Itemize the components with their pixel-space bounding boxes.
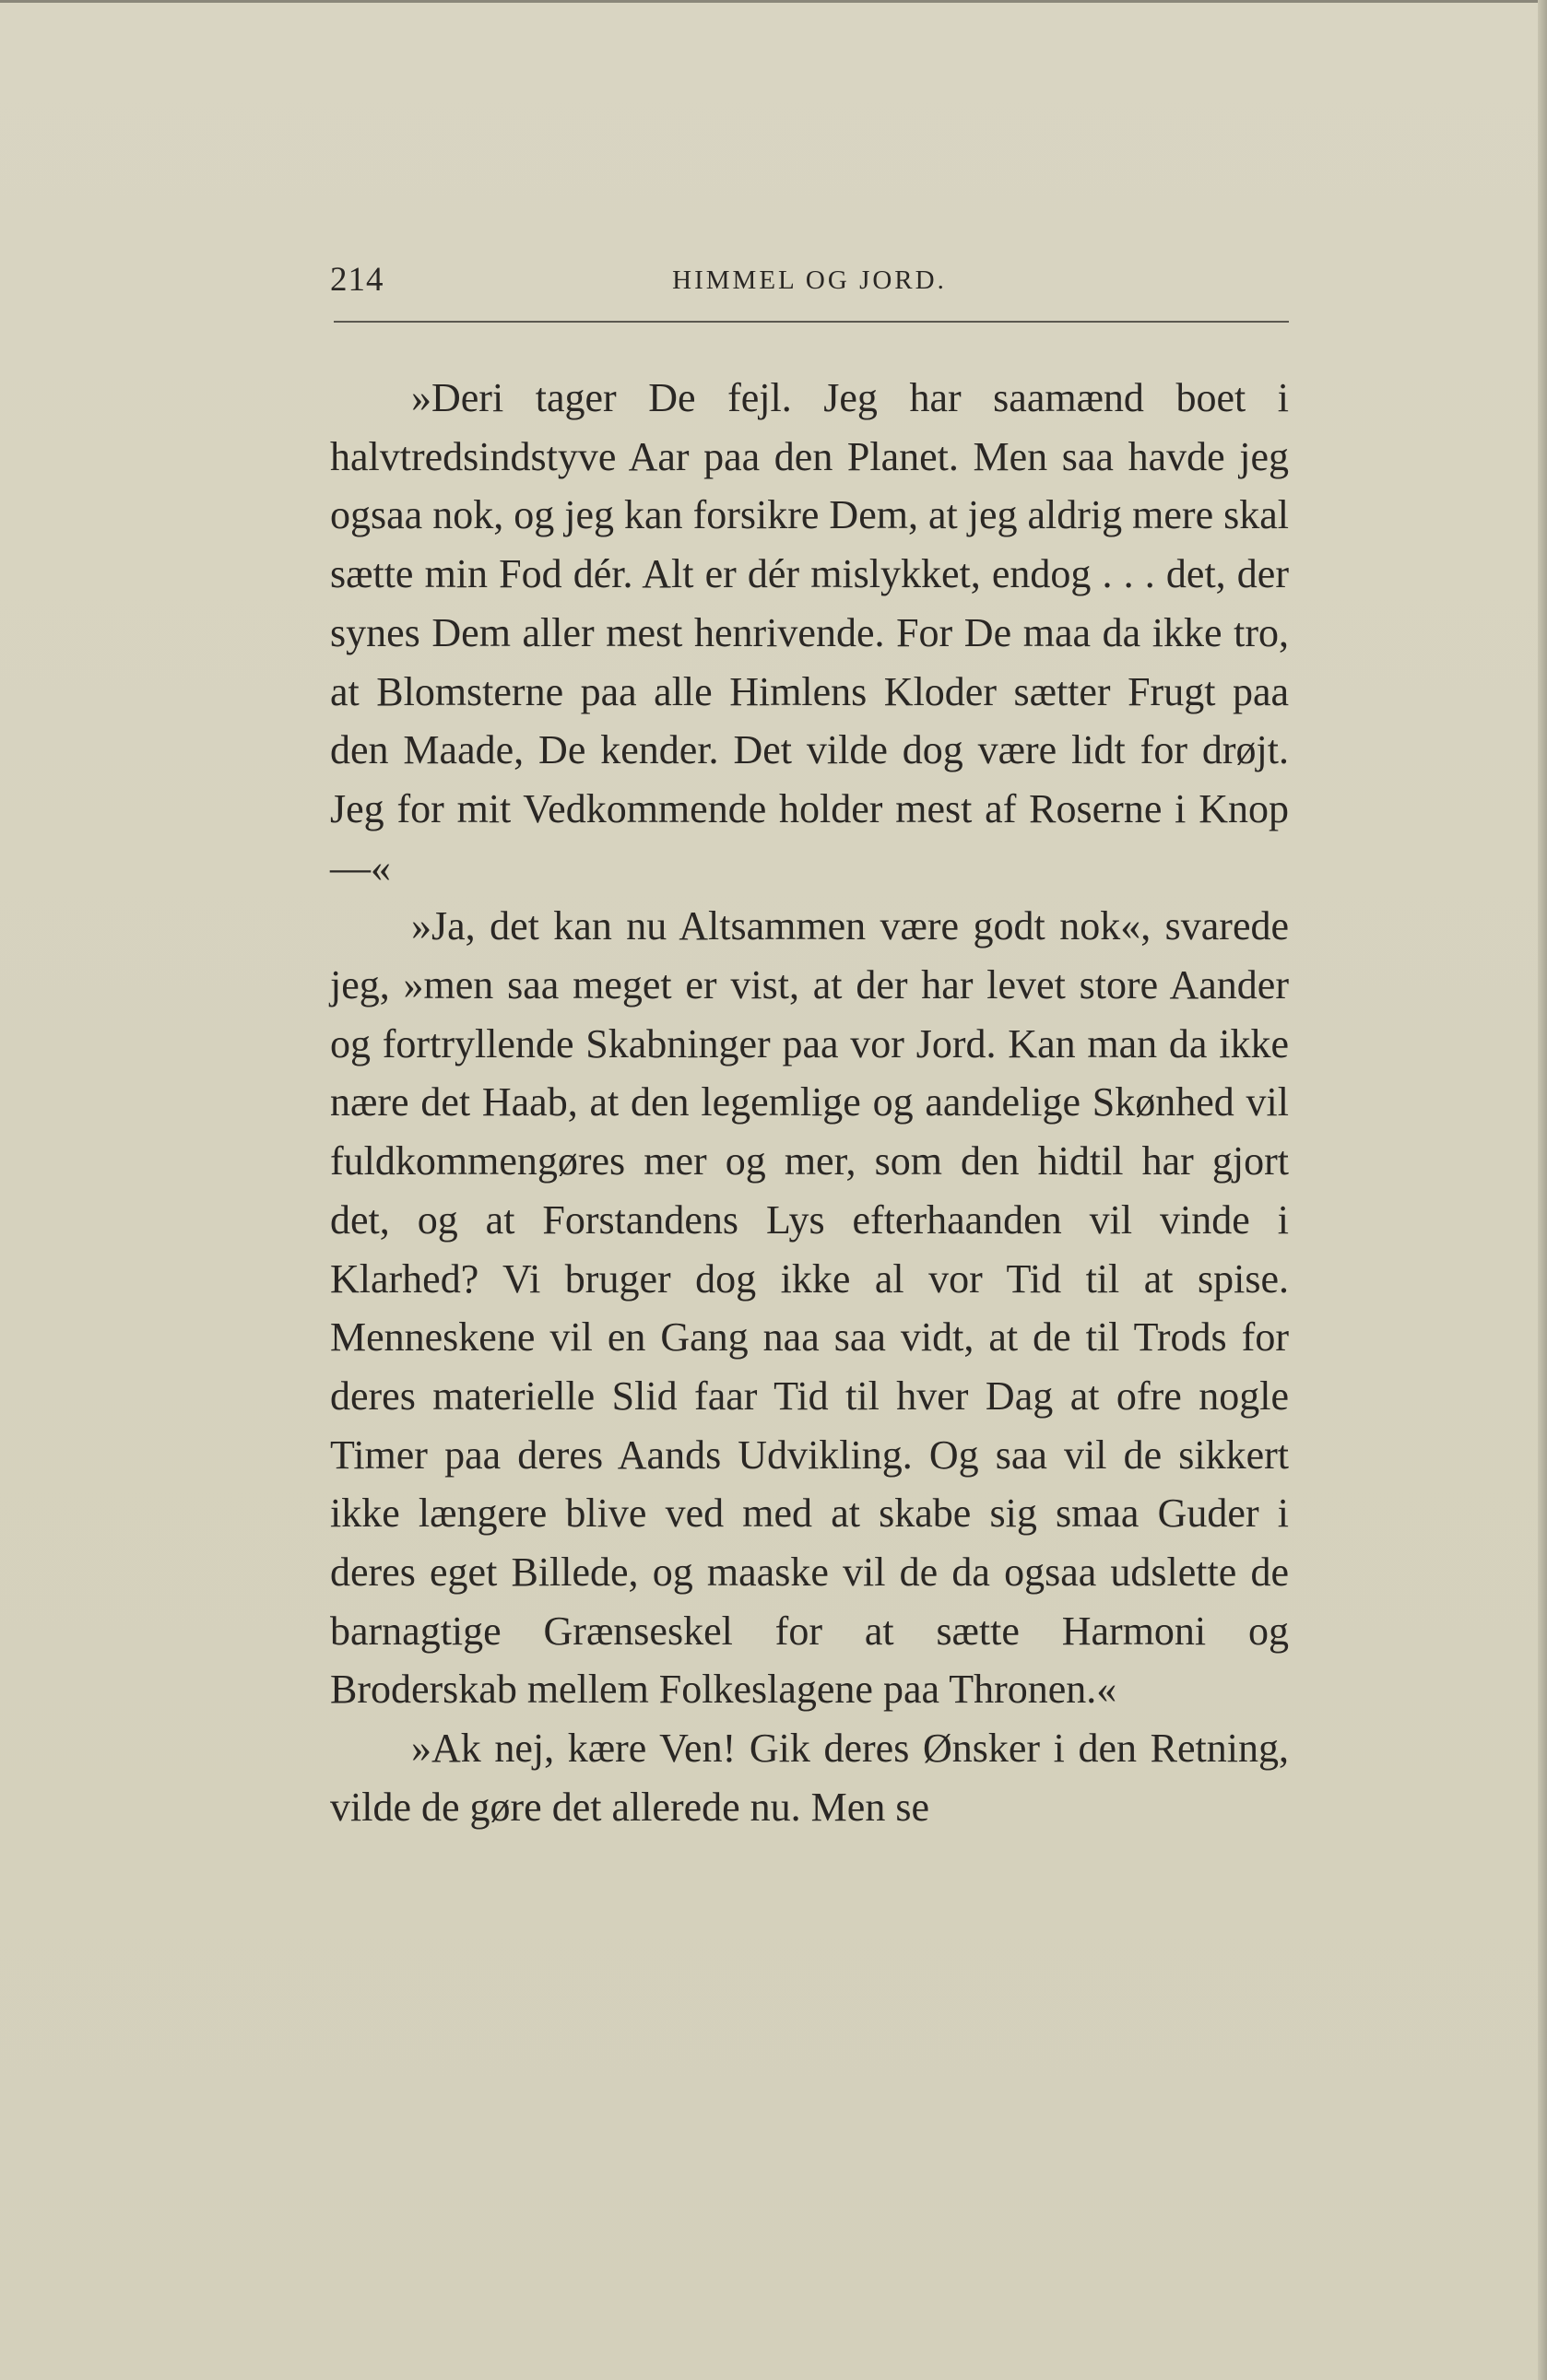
page-number: 214 — [330, 261, 384, 299]
page-top-edge — [0, 0, 1547, 3]
header-rule — [334, 321, 1289, 323]
running-title: HIMMEL OG JORD. — [672, 265, 947, 295]
paragraph: »Deri tager De fejl. Jeg har saamænd boet i halvtredsindstyve Aar paa den Planet. Men saa havde jeg ogsaa nok, og jeg kan forsikre Dem, at jeg aldrig mere skal sætte min Fod dér. Alt er dér mislykket, endog . . . det, der synes Dem aller mest henrivende. For De maa da ikke tro, at Blomsterne paa alle Himlens Kloder sætter Frugt paa den Maade, De kender. Det vilde dog være lidt for drøjt. Jeg for mit Vedkommende holder mest af Roserne i Knop —« — [330, 375, 1289, 890]
page-right-edge — [1538, 0, 1547, 2380]
page-header — [330, 260, 1289, 306]
paragraph: »Ja, det kan nu Altsammen være godt nok«, svarede jeg, »men saa meget er vist, at der har levet store Aander og fortryllende Skabninger paa vor Jord. Kan man da ikke nære det Haab, at den legemlige og aandelige Skønhed vil fuldkommengøres mer og mer, som den hidtil har gjort det, og at Forstandens Lys efterhaanden vil vinde i Klarhed? Vi bruger dog ikke al vor Tid til at spise. Menneskene vil en Gang naa saa vidt, at de til Trods for deres materielle Slid faar Tid til hver Dag at ofre nogle Timer paa deres Aands Udvikling. Og saa vil de sikkert ikke længere blive ved med at skabe sig smaa Guder i deres eget Billede, og maaske vil de da ogsaa udslette de barnagtige Grænseskel for at sætte Harmoni og Broderskab mellem Folkeslagene paa Thronen.« — [330, 903, 1289, 1713]
paragraph: »Ak nej, kære Ven! Gik deres Ønsker i den Retning, vilde de gøre det allerede nu. Men se — [330, 1726, 1289, 1830]
body-text — [330, 369, 1289, 1837]
